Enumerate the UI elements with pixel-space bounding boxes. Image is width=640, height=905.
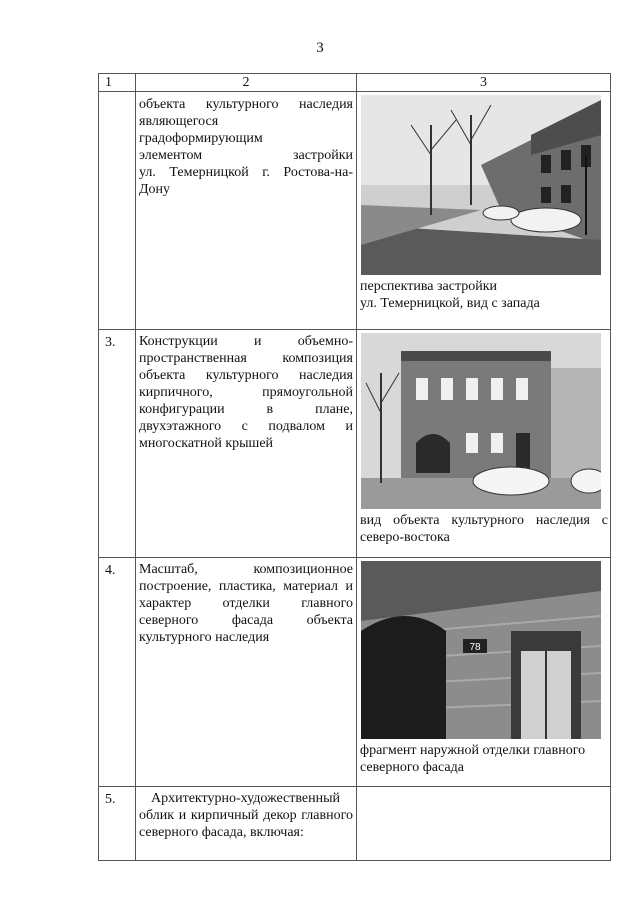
description-line: ул. Темерницкой г. Ростова-на-Дону	[139, 165, 353, 197]
row-description	[136, 558, 357, 787]
description-line: объекта культурного наследия являющегося	[139, 97, 353, 129]
page-number: 3	[316, 40, 324, 56]
facade-fragment-photo	[361, 561, 601, 739]
building-view-photo	[361, 333, 601, 509]
header-col-3: 3	[357, 74, 611, 92]
header-col-1: 1	[99, 74, 136, 92]
row-illustration	[357, 92, 611, 330]
row-illustration	[357, 558, 611, 787]
table-header-row	[99, 74, 611, 92]
table-row	[99, 787, 611, 861]
description-line: Конструкции и объемно-пространственная композиция объекта культурного наследия кирпичного, прямоугольной конфигурации в плане, двухэтажного с подвалом и многоскатной крышей	[139, 334, 353, 451]
street-perspective-photo	[361, 95, 601, 275]
protection-subject-table	[98, 73, 611, 861]
photo-caption: перспектива застройки	[360, 279, 498, 294]
description-line: Архитектурно-художественный облик и кирпичный декор главного северного фасада, включая:	[139, 791, 353, 840]
photo-caption: вид объекта культурного наследия с северо-востока	[360, 513, 608, 545]
row-number: 4.	[99, 558, 136, 787]
row-description	[136, 92, 357, 330]
description-line: Масштаб, композиционное построение, пластика, материал и характер отделки главного северного фасада объекта культурного наследия	[139, 562, 353, 645]
header-col-2: 2	[136, 74, 357, 92]
table-row	[99, 558, 611, 787]
row-number: 5.	[99, 787, 136, 861]
description-line: градоформирующим	[139, 131, 263, 146]
row-description	[136, 787, 357, 861]
table-row	[99, 330, 611, 558]
photo-caption: фрагмент наружной отделки главного северного фасада	[360, 743, 586, 775]
row-number: 3.	[99, 330, 136, 558]
table-row	[99, 92, 611, 330]
row-illustration	[357, 330, 611, 558]
row-description	[136, 330, 357, 558]
row-illustration	[357, 787, 611, 861]
photo-caption: ул. Темерницкой, вид с запада	[360, 296, 540, 311]
row-number	[99, 92, 136, 330]
description-line: элементом застройки	[139, 148, 353, 163]
house-number-plaque: 78	[469, 642, 481, 653]
